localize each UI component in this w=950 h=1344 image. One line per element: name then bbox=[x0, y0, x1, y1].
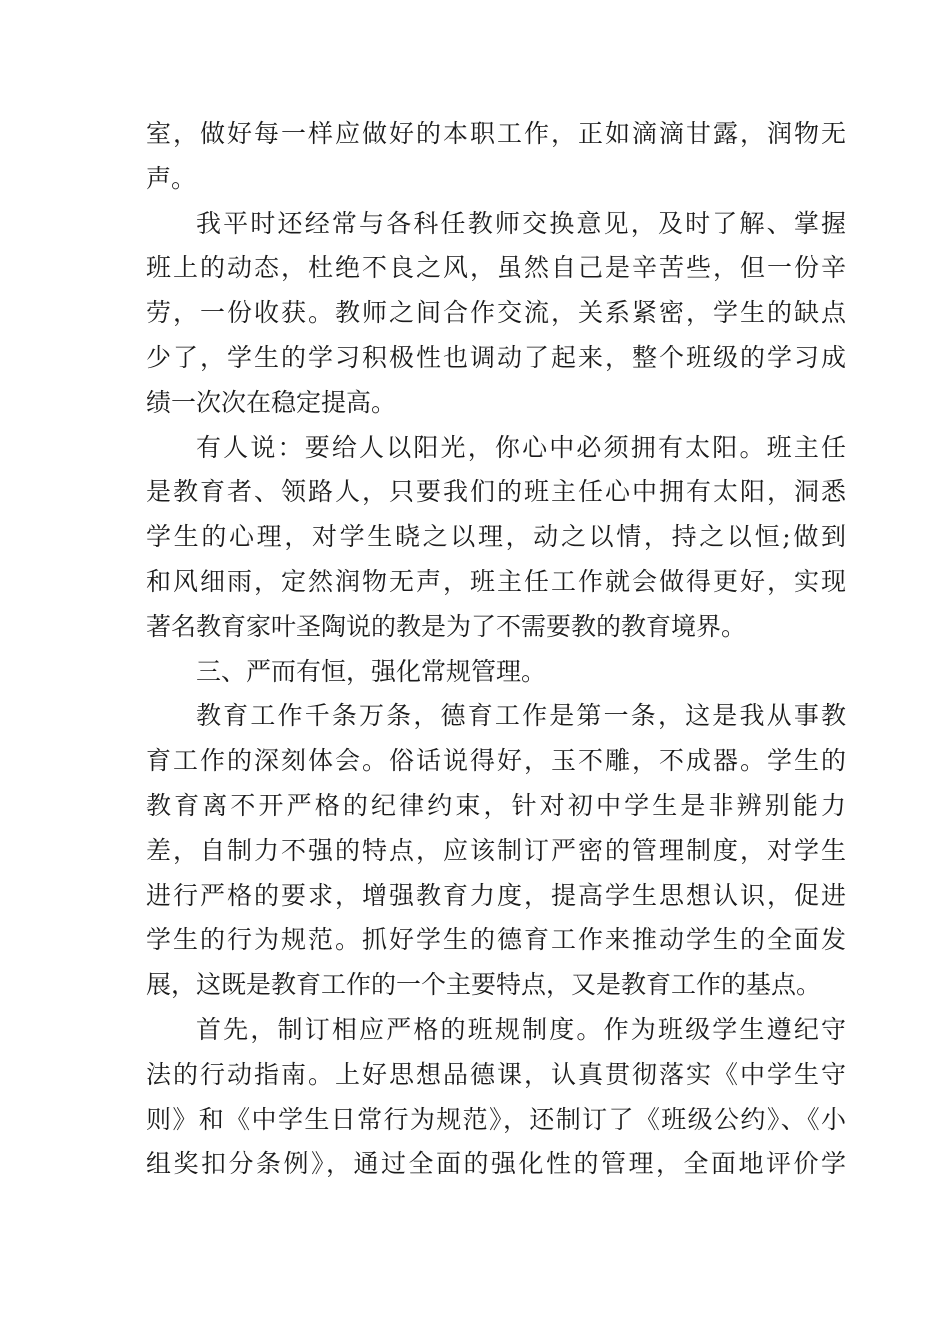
text-line: 室，做好每一样应做好的本职工作，正如滴滴甘露，润物无 bbox=[146, 119, 846, 148]
text-line: 班上的动态，杜绝不良之风，虽然自己是辛苦些，但一份辛 bbox=[146, 253, 846, 283]
text-line: 劳，一份收获。教师之间合作交流，关系紧密，学生的缺点 bbox=[146, 298, 846, 328]
text-line: 教育离不开严格的纪律约束，针对初中学生是非辨别能力 bbox=[146, 790, 846, 820]
text-line: 展，这既是教育工作的一个主要特点，又是教育工作的基点。 bbox=[146, 970, 822, 1000]
text-line: 则》和《中学生日常行为规范》，还制订了《班级公约》、《小 bbox=[146, 1104, 846, 1134]
section-heading: 三、严而有恒，强化常规管理。 bbox=[196, 656, 547, 686]
text-line: 是教育者、领路人，只要我们的班主任心中拥有太阳，洞悉 bbox=[146, 477, 846, 507]
text-line: 我平时还经常与各科任教师交换意见，及时了解、掌握 bbox=[196, 208, 846, 238]
text-line: 进行严格的要求，增强教育力度，提高学生思想认识，促进 bbox=[146, 880, 846, 910]
text-line: 学生的行为规范。抓好学生的德育工作来推动学生的全面发 bbox=[146, 925, 846, 955]
document-body bbox=[146, 112, 846, 1187]
text-line: 声。 bbox=[146, 163, 197, 193]
text-line: 法的行动指南。上好思想品德课，认真贯彻落实《中学生守 bbox=[146, 1059, 846, 1089]
text-line: 和风细雨，定然润物无声，班主任工作就会做得更好，实现 bbox=[146, 566, 846, 596]
text-line: 差，自制力不强的特点，应该制订严密的管理制度，对学生 bbox=[146, 835, 846, 865]
text-line: 学生的心理，对学生晓之以理，动之以情，持之以恒;做到 bbox=[146, 522, 846, 552]
text-line: 著名教育家叶圣陶说的教是为了不需要教的教育境界。 bbox=[146, 611, 747, 641]
text-line: 有人说：要给人以阳光，你心中必须拥有太阳。班主任 bbox=[196, 432, 846, 462]
text-line: 育工作的深刻体会。俗话说得好，玉不雕，不成器。学生的 bbox=[146, 746, 846, 776]
text-line: 少了，学生的学习积极性也调动了起来，整个班级的学习成 bbox=[146, 342, 846, 372]
text-line: 首先，制订相应严格的班规制度。作为班级学生遵纪守 bbox=[196, 1014, 846, 1044]
text-line: 教育工作千条万条，德育工作是第一条，这是我从事教 bbox=[196, 701, 846, 731]
text-line: 绩一次次在稳定提高。 bbox=[146, 387, 397, 417]
text-line: 组奖扣分条例》，通过全面的强化性的管理，全面地评价学 bbox=[146, 1149, 846, 1179]
